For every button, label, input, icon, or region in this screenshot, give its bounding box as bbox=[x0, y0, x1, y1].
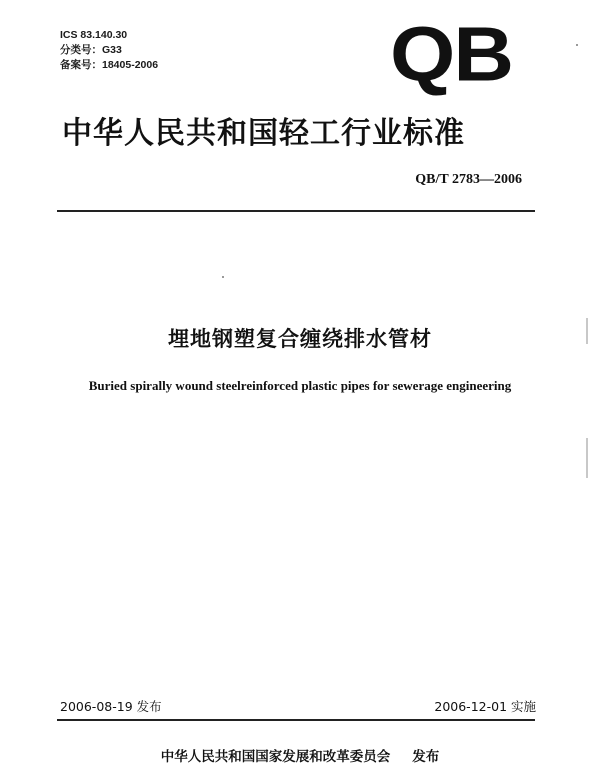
scan-speck bbox=[576, 44, 578, 46]
issue-date: 2006-08-19 发布 bbox=[60, 699, 162, 714]
header-divider bbox=[57, 210, 535, 212]
metadata-block bbox=[60, 28, 158, 73]
document-title-english: Buried spirally wound steelreinforced plastic pipes for sewerage engineering bbox=[88, 378, 512, 393]
issuing-authority bbox=[0, 745, 600, 765]
scan-edge-mark bbox=[586, 318, 588, 344]
document-title-chinese: 埋地钢塑复合缠绕排水管材 bbox=[168, 327, 432, 351]
issuer-name: 中华人民共和国国家发展和改革委员会 bbox=[160, 749, 391, 765]
implementation-date: 2006-12-01 实施 bbox=[434, 699, 536, 714]
standard-category-title: 中华人民共和国轻工行业标准 bbox=[62, 116, 465, 151]
scan-edge-mark bbox=[586, 438, 588, 478]
classification-code: 分类号：G33 bbox=[60, 44, 122, 56]
record-number: 备案号：18405-2006 bbox=[60, 59, 159, 71]
issuer-action: 发布 bbox=[412, 749, 440, 765]
footer-divider bbox=[57, 719, 535, 721]
ics-code: ICS 83.140.30 bbox=[60, 29, 128, 41]
qb-logo: QB bbox=[390, 10, 512, 98]
scan-speck bbox=[222, 276, 224, 278]
standard-number: QB/T 2783—2006 bbox=[415, 172, 522, 187]
